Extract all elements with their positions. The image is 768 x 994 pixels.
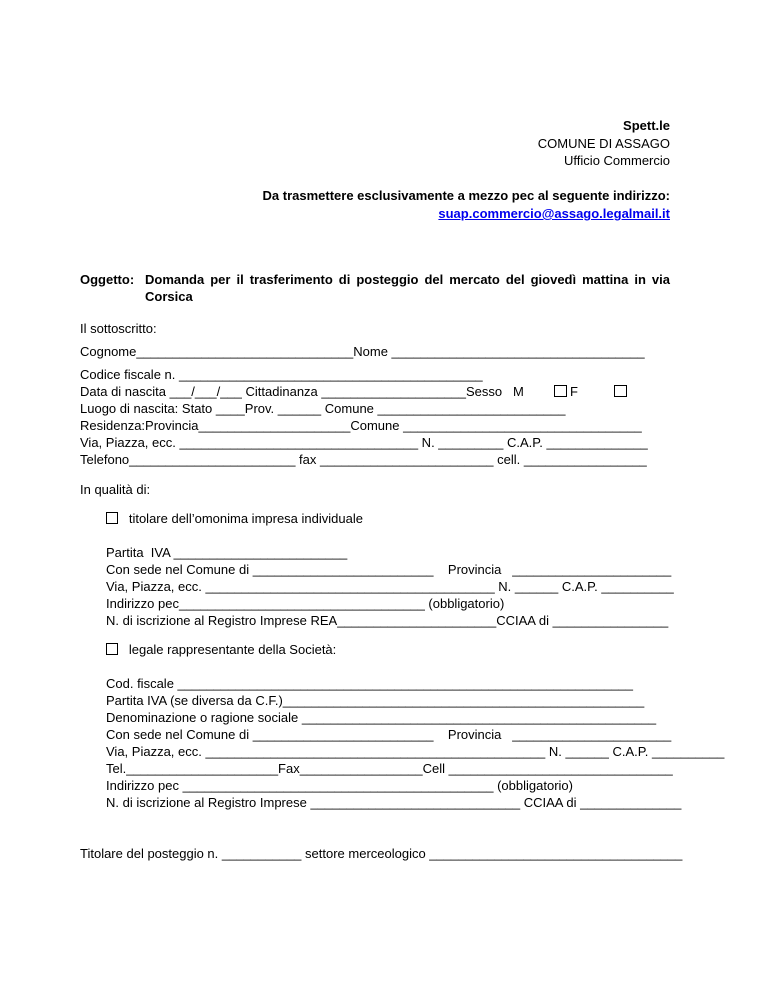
subject-line-1: Domanda per il trasferimento di posteggio del mercato del giovedì mattina in via <box>145 272 670 287</box>
company-label: legale rappresentante della Società: <box>128 642 337 657</box>
field-residenza[interactable]: Residenza:Provincia_____________________Comune _________________________________ <box>80 418 642 433</box>
checkbox-company[interactable] <box>106 643 118 655</box>
checkbox-sesso-f[interactable] <box>614 385 627 397</box>
field-posteggio[interactable]: Titolare del posteggio n. ___________ settore merceologico ___________________________________ <box>80 846 683 861</box>
field-company-tel[interactable]: Tel._____________________Fax_________________Cell _______________________________ <box>106 761 673 776</box>
option-company[interactable] <box>106 641 336 658</box>
field-via[interactable]: Via, Piazza, ecc. _________________________________ N. _________ C.A.P. ______________ <box>80 435 648 450</box>
field-individual-via[interactable]: Via, Piazza, ecc. ________________________________________ N. ______ C.A.P. __________ <box>106 579 674 594</box>
field-cognome-nome[interactable]: Cognome______________________________Nome ___________________________________ <box>80 344 645 359</box>
recipient-name: COMUNE DI ASSAGO <box>537 136 670 151</box>
option-individual[interactable] <box>106 510 363 527</box>
field-company-registro[interactable]: N. di iscrizione al Registro Imprese _____________________________ CCIAA di ______________ <box>106 795 682 810</box>
recipient-title: Spett.le <box>623 118 670 133</box>
field-company-pec[interactable]: Indirizzo pec ___________________________________________ (obbligatorio) <box>106 778 573 793</box>
field-company-via[interactable]: Via, Piazza, ecc. _______________________________________________ N. ______ C.A.P. __________ <box>106 744 725 759</box>
subject-line-2: Corsica <box>145 289 193 304</box>
field-codice-fiscale[interactable]: Codice fiscale n. __________________________________________ <box>80 367 483 382</box>
field-company-sede[interactable]: Con sede nel Comune di _________________________ Provincia ______________________ <box>106 727 672 742</box>
applicant-intro: Il sottoscritto: <box>80 321 157 336</box>
checkbox-sesso-m[interactable] <box>554 385 567 397</box>
field-company-piva[interactable]: Partita IVA (se diversa da C.F.)__________________________________________________ <box>106 693 645 708</box>
capacity-intro: In qualità di: <box>80 482 151 497</box>
checkbox-individual[interactable] <box>106 512 118 524</box>
field-individual-rea[interactable]: N. di iscrizione al Registro Imprese REA______________________CCIAA di ________________ <box>106 613 669 628</box>
field-data-nascita[interactable]: Data di nascita ___/___/___ Cittadinanza ____________________Sesso M <box>80 384 524 399</box>
field-telefono[interactable]: Telefono_______________________ fax ________________________ cell. _________________ <box>80 452 647 467</box>
field-individual-sede[interactable]: Con sede nel Comune di _________________________ Provincia ______________________ <box>106 562 672 577</box>
field-company-cf[interactable]: Cod. fiscale _______________________________________________________________ <box>106 676 634 691</box>
field-individual-pec[interactable]: Indirizzo pec__________________________________ (obbligatorio) <box>106 596 505 611</box>
pec-address-link[interactable]: suap.commercio@assago.legalmail.it <box>438 206 670 221</box>
field-luogo-nascita[interactable]: Luogo di nascita: Stato ____Prov. ______ Comune __________________________ <box>80 401 566 416</box>
field-individual-piva[interactable]: Partita IVA ________________________ <box>106 545 348 560</box>
individual-label: titolare dell’omonima impresa individuale <box>128 511 363 526</box>
recipient-office: Ufficio Commercio <box>564 153 670 168</box>
sex-f-label: F <box>570 384 578 399</box>
field-company-denominazione[interactable]: Denominazione o ragione sociale _________________________________________________ <box>106 710 657 725</box>
pec-notice: Da trasmettere esclusivamente a mezzo pec al seguente indirizzo: <box>262 188 670 203</box>
subject-label: Oggetto: <box>80 272 135 287</box>
